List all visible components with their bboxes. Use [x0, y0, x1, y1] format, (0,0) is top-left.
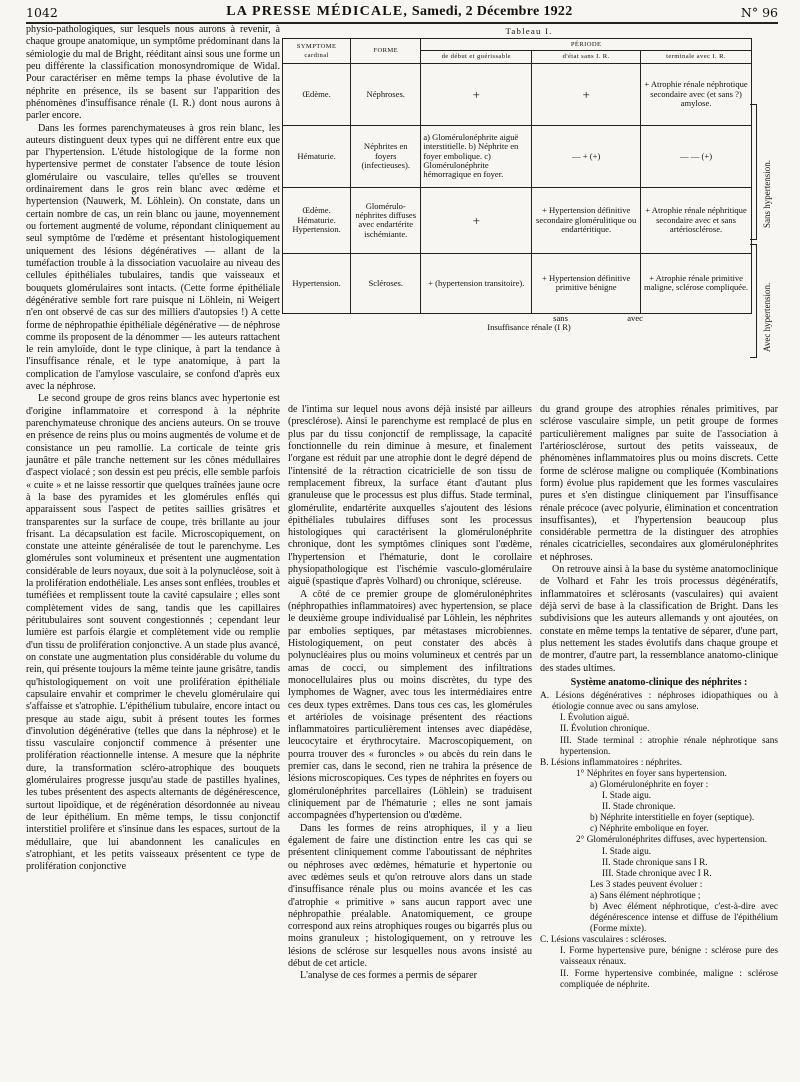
- outline-line: a) Glomérulonéphrite en foyer :: [590, 779, 709, 790]
- issue-date: Samedi, 2 Décembre 1922: [411, 4, 573, 19]
- outline-line: B. Lésions inflammatoires : néphrites.: [540, 757, 683, 768]
- outline-line: Les 3 stades peuvent évoluer :: [590, 879, 703, 890]
- cell: Œdème. Hématurie. Hypertension.: [283, 187, 351, 253]
- header-periode: PÉRIODE: [421, 39, 752, 51]
- cell: — + (+): [532, 125, 641, 187]
- outline-line: II. Stade chronique.: [602, 802, 676, 813]
- page-number: 1042: [26, 4, 58, 20]
- table-caption: Tableau I.: [505, 26, 553, 36]
- cell: Hématurie.: [283, 125, 351, 187]
- section-title: Système anatomo-clinique des néphrites :: [570, 676, 748, 688]
- table-footer: [282, 314, 776, 332]
- cell: + Hypertension définitive secondaire glomérulitique ou endartéritique.: [532, 187, 641, 253]
- cell: + Atrophie rénale primitive maligne, sclérose compliquée.: [641, 253, 752, 313]
- outline-line: 2° Glomérulonéphrites diffuses, avec hypertension.: [576, 835, 767, 846]
- column-left: [26, 24, 280, 874]
- outline-line: c) Néphrite embolique en foyer.: [590, 824, 709, 835]
- classification-table: [282, 38, 752, 314]
- cell: + Hypertension définitive primitive bénigne: [532, 253, 641, 313]
- cell: + Atrophie rénale néphritique secondaire avec et sans artériosclérose.: [641, 187, 752, 253]
- cell: +: [532, 63, 641, 125]
- header-forme: FORME: [351, 39, 421, 64]
- cell: +: [421, 63, 532, 125]
- outline-line: II. Forme hypertensive combinée, maligne : sclérose compliquée de néphrite.: [560, 968, 778, 990]
- cell: + Atrophie rénale néphrotique secondaire avec (et sans ?) amylose.: [641, 63, 752, 125]
- foot-avec: avec: [627, 312, 643, 323]
- header-debut: de début et guérissable: [421, 51, 532, 63]
- journal-name: LA PRESSE MÉDICALE,: [226, 4, 409, 19]
- outline-line: 1° Néphrites en foyer sans hypertension.: [576, 768, 727, 779]
- issue-number: N° 96: [740, 4, 778, 20]
- header-etat: d'état sans I. R.: [532, 51, 641, 63]
- paragraph: du grand groupe des atrophies rénales primitives, par sclérose vasculaire simple, un petit groupe de formes particulièrement malignes par suite de l'association à l'artériosclérose, surtout des petits vaisseaux, de phénomènes inflammatoires plus ou moins discrets. Cette forme de sclérose maligne ou compliquée (Kombinations form) évolue plus rapidement que les formes vasculaires pures et s'en distingue cliniquement par l'insuffisance rénale précoce (avec polyurie, élimination et concentration insuffisantes), et l'hypertension beaucoup plus considérable permettra de la distinguer des atrophies rénales cicatricielles, secondaires aux glomérulonéphrites et néphroses.: [540, 404, 778, 563]
- paragraph: Dans les formes de reins atrophiques, il y a lieu également de faire une distinction entre les cas qui se présentent cliniquement comme l'aboutissant de néphrites ou néphroses avec œdèmes, hématurie et hypertonie ou avec œdèmes seuls et qu'on retrouve alors dans un stade d'insuffisance rénale plus ou moins avancée et les cas d'atrophie « primitive » sans aucun rapport avec une néphropathie préalable. Anatomiquement, ce groupe correspond aux reins atrophiques rouges ou bigarrés plus ou moins granuleux ; histologiquement, on y retrouve les lésions de sclérose sur lesquelles nous avons insisté au début de cet article.: [288, 822, 532, 970]
- cell: Glomérulo-néphrites diffuses avec endartérite ischémiante.: [351, 187, 421, 253]
- paragraph: Dans les formes parenchymateuses à gros rein blanc, les auteurs distinguent deux types qui ne diffèrent entre eux que par l'hypertension. L'étude histologique de la forme non hypertensive permet de constater l'absence de toute lésion glomérulaire ou vasculaire, telles qu'elles se trouvent ordinairement dans le gros rein blanc avec œdème et hypertension (Nauwerk, M. Löhlein). On constate, dans un certain nombre de cas, un rein blanc ou jaune, moyennement ou fortement augmenté de volume, répondant cliniquement au seul symptôme de l'œdème et présentant histologiquement uniquement des lésions dégénératives — allant de la tuméfaction trouble à la dissociation vacuolaire au niveau des cellules épithéliales tubulaires, tandis que vaisseaux et bouquets glomérulaires sont intacts. (Cette forme épithéliale dégénérative semble fort rare puisque ni Löhlein, ni Weigert n'en ont observé de cas sur des milliers d'autopsies !) A cette forme de néphropathie épithéliale dégénérative — de néphrose comme ils proposent de la dénommer — les auteurs rattachent le rein amyloïde, dont le type clinique, à part la tendance à l'insuffisance rénale, et le type anatomique, à part la complication de l'amylose vasculaire, se confond d'après eux avec la néphrose.: [26, 122, 280, 393]
- table-row: [283, 253, 752, 313]
- column-middle: [288, 404, 532, 983]
- outline-line: III. Stade chronique avec I R.: [602, 868, 712, 879]
- foot-label: Insuffisance rénale (I R): [487, 321, 571, 332]
- outline-line: C. Lésions vasculaires : scléroses.: [540, 935, 667, 946]
- cell: Néphroses.: [351, 63, 421, 125]
- table-row: [283, 125, 752, 187]
- table-row: [283, 63, 752, 125]
- cell: + (hypertension transitoire).: [421, 253, 532, 313]
- outline-line: a) Sans élément néphrotique ;: [590, 890, 701, 901]
- outline-line: A. Lésions dégénératives : néphroses idiopathiques ou à étiologie connue avec ou sans amylose.: [540, 691, 778, 713]
- side-label-sans: Sans hypertension.: [762, 160, 772, 228]
- cell: Scléroses.: [351, 253, 421, 313]
- paragraph: On retrouve ainsi à la base du système anatomoclinique de Volhard et Fahr les trois processus dégénératifs, inflammatoires et sclérosants (vasculaires) qui avaient déjà servi de base à la classification de Bright. Dans les subdivisions que les auteurs allemands y ont ajoutées, on constate en même temps la tentative de séparer, d'une part, plus nettement les stades évolutifs dans chaque groupe et de montrer, d'autre part, la ressemblance anatomo-clinique des stades ultimes.: [540, 564, 778, 674]
- paragraph: de l'intima sur lequel nous avons déjà insisté par ailleurs (presclérose). Ainsi le parenchyme est remplacé de plus en plus par du tissu conjonctif de remplissage, la capacité fonctionnelle du rein diminue à mesure, et finalement l'organe est réduit par une atrophie dont le degré dépend de l'intensité de la rétraction cicatricielle de son tissu de remplacement fibreux, la surface étant d'autant plus granuleuse que le processus est plus diffus. Stade terminal, glomérulite, endartérite auxquelles s'ajoutent des lésions épithéliales tubulaires diffuses sont les processus histologiques qui caractérisent la glomérulonéphrite chronique, dont les symptômes cliniques sont l'œdème, l'hypertension et l'hématurie, dont le corollaire physiopathologique est l'ischémie vasculo-glomérulaire aiguë (spastique d'après Volhard) ou chronique, scléreuse.: [288, 404, 532, 588]
- page-header: [26, 4, 778, 20]
- cell: a) Glomérulonéphrite aiguë interstitielle. b) Néphrite en foyer embolique. c) Glomérulonéphrite hémorragique en foyer.: [421, 125, 532, 187]
- outline-line: I. Forme hypertensive pure, bénigne : sclérose pure des vaisseaux rénaux.: [560, 946, 778, 968]
- column-right: [540, 404, 778, 991]
- foot-sans: sans: [553, 312, 568, 323]
- side-label-avec: Avec hypertension.: [762, 282, 772, 352]
- outline-line: II. Stade chronique sans I R.: [602, 857, 708, 868]
- header-terminale: terminale avec I. R.: [641, 51, 752, 63]
- outline-line: I. Stade aigu.: [602, 791, 652, 802]
- cell: +: [421, 187, 532, 253]
- classification-outline: [540, 691, 778, 991]
- outline-line: III. Stade terminal : atrophie rénale néphrotique sans hypertension.: [560, 735, 778, 757]
- outline-line: I. Stade aigu.: [602, 846, 652, 857]
- bracket-avec: [750, 244, 757, 358]
- journal-title: [226, 4, 572, 20]
- cell: Œdème.: [283, 63, 351, 125]
- table-1: [282, 26, 776, 332]
- header-symptome: SYMPTOME cardinal: [283, 39, 351, 64]
- cell: Hypertension.: [283, 253, 351, 313]
- bracket-sans: [750, 104, 757, 240]
- cell: Néphrites en foyers (infectieuses).: [351, 125, 421, 187]
- outline-line: b) Avec élément néphrotique, c'est-à-dire avec dégénérescence intense et diffuse de l'épithélium (Forme mixte).: [590, 901, 778, 935]
- outline-line: I. Évolution aiguë.: [560, 713, 630, 724]
- paragraph: L'analyse de ces formes a permis de séparer: [300, 970, 477, 982]
- paragraph: A côté de ce premier groupe de glomérulonéphrites (néphropathies inflammatoires) avec hypertension, se place le deuxième groupe individualisé par Löhlein, les néphrites par embolies septiques, par métastases microbiennes. Histologiquement, on peut constater des abcès à polynucléaires plus ou moins volumineux et centrés par un amas de cocci, ou simplement des infiltrations monocellulaires plus ou moins discrètes, du type des lymphomes de Wagner, avec tous les intermédiaires entre ces deux types extrêmes. Dans tous ces cas, les glomérules et artérioles de voisinage présentent des réactions inflammatoires particulièrement intenses avec diapédèse, leucocytaire et érythrocytaire. Macroscopiquement, on pourra trouver des « furoncles » ou abcès du rein dans le premier cas, dans le second, rien ne trahira la présence de lésions microscopiques. Ces types de néphrites en foyers ou glomérulonéphrites parcellaires (Löhlein) se traduisent cliniquement par de l'hématurie ; elles ne sont jamais accompagnées d'hypertension ou d'œdème.: [288, 588, 532, 822]
- paragraph: Le second groupe de gros reins blancs avec hypertonie est d'origine inflammatoire et correspond à la néphrite parenchymateuse chronique des anciens auteurs. On se trouve en présence de reins plus ou moins augmentés de volume et de consistance un peu ramollie. La corticale de teinte gris jaunâtre et pâle tranche nettement sur les cônes médullaires d'aspect violacé ; son dessin est peu précis, elle semble parfois « cuite » et ne laisse ressortir que quelques traînées jaune ocre à la base des pyramides et les glomérules enflés qui apparaissent sous l'aspect de petites saillies grisâtres et transparentes sur la surface de coupe, très brillante au jour frisant. La décapsulation est facile. Microscopiquement, on constate une atteinte généralisée de tout le parenchyme. Les glomérules sont volumineux et présentent une augmentation considérable de leurs noyaux, due soit à la polynucléose, soit à la prolifération endothéliale. Les anses sont enflées, troubles et tuméfiées et remplissent toute la cavité capsulaire ; elles sont complètement vides de sang, tandis que les capillaires péritubulaires sont souvent congestionnés ; cependant leur lumière est parfois élargie et complètement vide ou remplie d'un tissu de prolifération conjonctive. A un stade plus avancé, on constate une augmentation plus considérable du volume du rein, qui présente toujours la même teinte jaune grisâtre, tandis qu'histologiquement on voit une prolifération épithéliale capsulaire envahir et comprimer le chevelu glomérulaire qui s'affaisse et s'atrophie. L'épithélium tubulaire, encore intact ou presque au stade aigu, subit à présent toutes les formes d'involution dégénérative (telles que dans la néphrose) et le tissu vasculaire conjonctif commence à présenter une prolifération réactionnelle intense. A mesure que la néphrite dure, la transformation scléro-atrophique des bouquets glomérulaires progresse jusqu'au stade de pastilles hyalines, les tubes présentent des aspects alternants de dégénérescence, surtout lipoïdique, et de régénération désordonnée au niveau de leur épithélium. En même temps, le tissu conjonctif interstitiel prolifère et s'insinue dans les espaces, surtout de la médullaire, que lui abandonnent les canalicules en s'atrophiant, et les petits vaisseaux présentent ce type de prolifération conjonctive: [26, 393, 280, 873]
- table-row: [283, 187, 752, 253]
- paragraph: physio-pathologiques, sur lesquels nous aurons à revenir, à chaque groupe anatomique, un symptôme prédominant dans la sémiologie du mal de Bright, rééditant ainsi sous une forme un peu différente la classification monosyndromique de Widal. Pour caractériser en même temps la phase évolutive de la néphrite en présence, ils se basent sur l'apparition des phénomènes d'insuffisance rénale (I. R.) dont nous aurons à parler encore.: [26, 24, 280, 122]
- cell: — — (+): [641, 125, 752, 187]
- outline-line: b) Néphrite interstitielle en foyer (septique).: [590, 813, 755, 824]
- outline-line: II. Évolution chronique.: [560, 724, 650, 735]
